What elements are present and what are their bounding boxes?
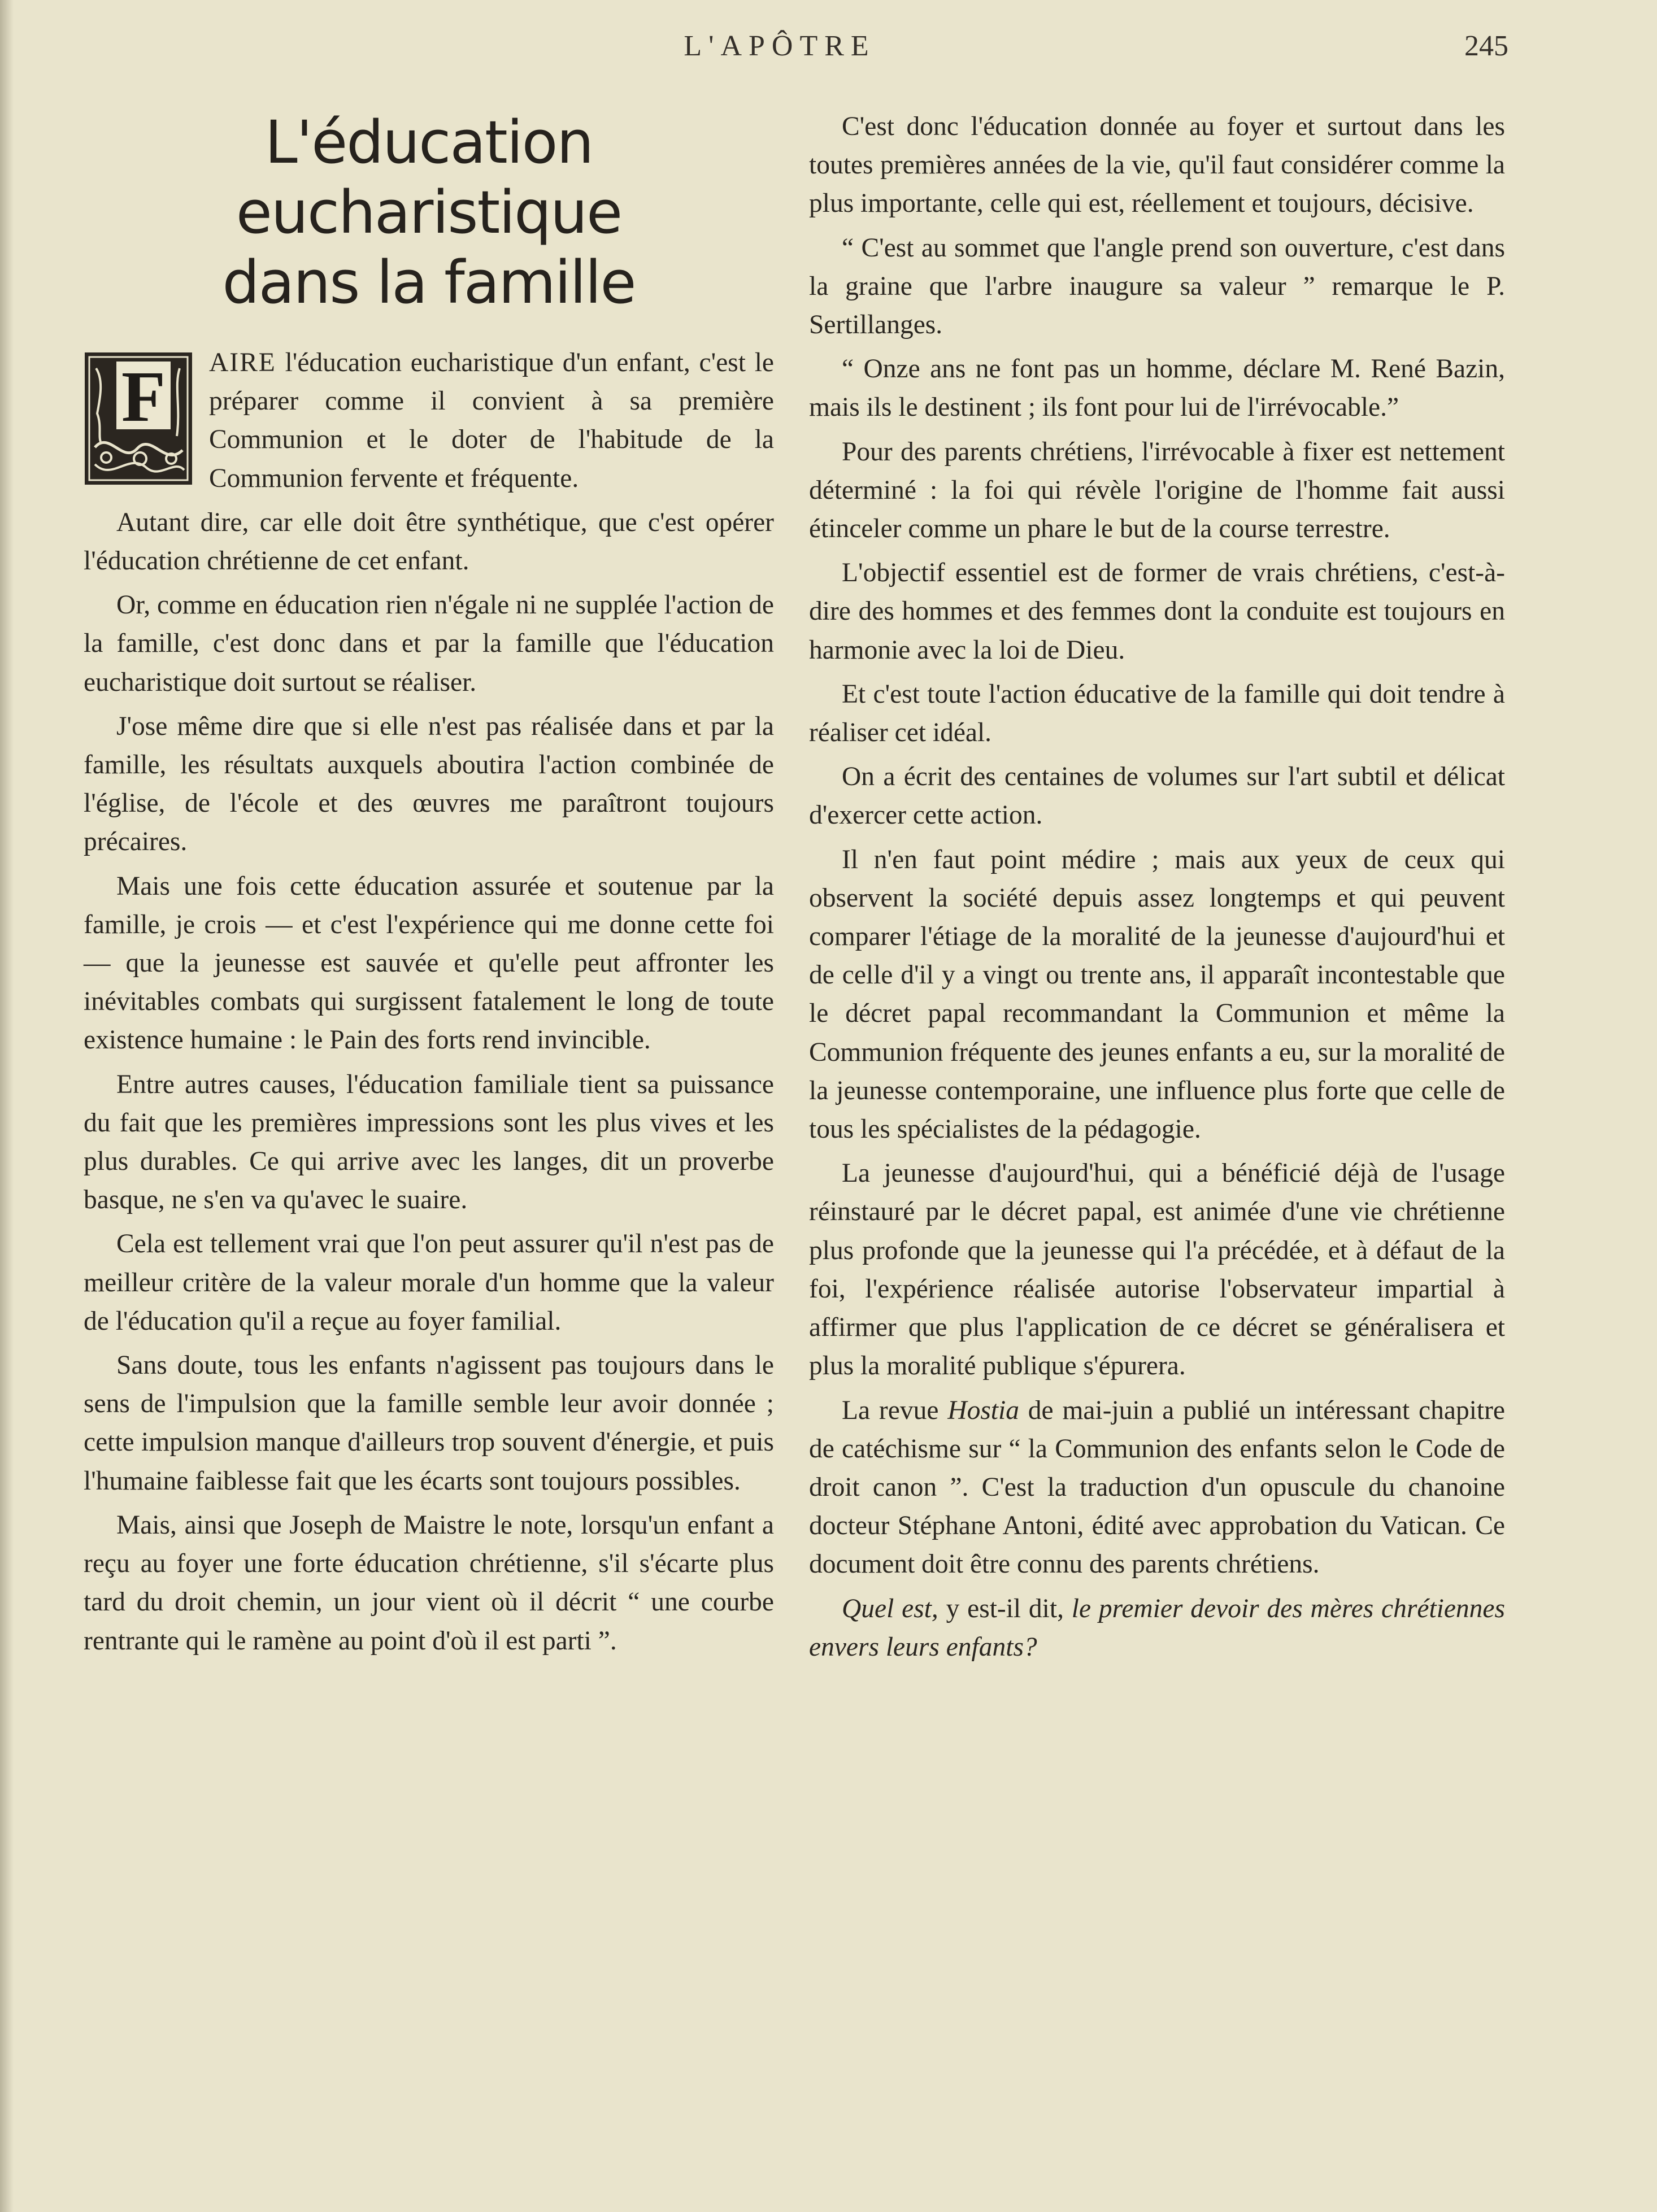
hostia-journal-title: Hostia [947,1395,1019,1425]
left-paragraph: Entre autres causes, l'éducation familiale tient sa puissance du fait que les premières impressions sont les plus vives et les plus durables. Ce qui arrive avec les langes, dit un proverbe basque, ne s'en va qu'avec le suaire. [84,1069,774,1215]
closing-italic-1: Quel est, [842,1593,938,1623]
closing-text: y est-il dit, [938,1593,1072,1623]
page-number: 245 [1464,30,1508,62]
left-column [84,107,774,1666]
left-paragraph: Sans doute, tous les enfants n'agissent pas toujours dans le sens de l'impulsion que la famille semble leur avoir donnée ; cette impulsion manque d'ailleurs trop souvent d'énergie, et puis l'humaine faiblesse fait que les écarts sont toujours possibles. [84,1351,774,1496]
dropcap-letter: F [116,362,171,429]
title-line-2: dans la famille [222,248,636,317]
opening-paragraph [84,343,774,498]
closing-italic-2: le premier devoir des mères chrétiennes envers leurs enfants? [809,1593,1505,1662]
left-paragraph: Autant dire, car elle doit être synthétique, que c'est opérer l'éducation chrétienne de cet enfant. [84,507,774,576]
article-title [84,107,774,317]
right-paragraph: “ Onze ans ne font pas un homme, déclare M. René Bazin, mais ils le destinent ; ils font pour lui de l'irrévocable.” [809,354,1505,423]
right-paragraph: L'objectif essentiel est de former de vrais chrétiens, c'est-à-dire des hommes et des femmes dont la conduite est toujours en harmonie avec la loi de Dieu. [809,558,1505,665]
right-column [809,107,1505,1672]
left-paragraph: Mais une fois cette éducation assurée et soutenue par la famille, je crois — et c'est l'expérience qui me donne cette foi — que la jeunesse est sauvée et qu'elle peut affronter les inévitables combats qui surgissent fatalement le long de toute existence humaine : le Pain des forts rend invincible. [84,871,774,1055]
left-paragraph: Or, comme en éducation rien n'égale ni ne supplée l'action de la famille, c'est donc dans et par la famille que l'éducation eucharistique doit surtout se réaliser. [84,590,775,697]
hostia-text: de mai-juin a publié un intéressant chapitre de catéchisme sur “ la Communion des enfants selon le Code de droit canon ”. C'est la traduction d'un opuscule du chanoine docteur Stéphane Antoni, édité avec approbation du Vatican. Ce document doit être connu des parents chrétiens. [809,1395,1505,1579]
first-word-smallcaps: AIRE [209,348,276,377]
right-paragraph: On a écrit des centaines de volumes sur l'art subtil et délicat d'exercer cette action. [809,762,1505,830]
closing-paragraph [809,1590,1505,1666]
running-title: L'APÔTRE [684,30,876,62]
left-paragraph: Cela est tellement vrai que l'on peut assurer qu'il n'est pas de meilleur critère de la valeur morale d'un homme que la valeur de l'éducation qu'il a reçue au foyer familial. [84,1229,774,1336]
opening-text: l'éducation eucharistique d'un enfant, c'est le préparer comme il convient à sa première Communion et le doter de l'habitude de la Communion fervente et fréquente. [209,348,774,493]
page-edge-shadow [0,0,14,2212]
hostia-lead: La revue [842,1395,948,1425]
hostia-paragraph [809,1391,1505,1584]
left-paragraph: Mais, ainsi que Joseph de Maistre le note, lorsqu'un enfant a reçu au foyer une forte éducation chrétienne, s'il s'écarte plus tard du droit chemin, un jour vient où il décrit “ une courbe rentrante qui le ramène au point d'où il est parti ”. [84,1510,774,1656]
right-paragraph: La jeunesse d'aujourd'hui, qui a bénéficié déjà de l'usage réinstauré par le décret papal, est animée d'une vie chrétienne plus profonde que la jeunesse qui l'a précédée, et à défaut de la foi, l'expérience réalisée autorise l'observateur impartial à affirmer que plus l'application de ce décret se généralisera et plus la moralité publique s'épurera. [809,1159,1505,1381]
right-paragraph: Pour des parents chrétiens, l'irrévocable à fixer est nettement déterminé : la foi qui révèle l'origine de l'homme fait aussi étinceler comme un phare le but de la course terrestre. [809,437,1505,544]
ornamental-dropcap [84,351,193,486]
right-paragraph: Il n'en faut point médire ; mais aux yeux de ceux qui observent la société depuis assez longtemps et qui peuvent comparer l'étiage de la moralité de la jeunesse d'aujourd'hui et de celle d'il y a vingt ou trente ans, il apparaît incontestable que le décret papal recommandant la Communion et même la Communion fréquente des jeunes enfants a eu, sur la moralité de la jeunesse contemporaine, une influence plus forte que celle de tous les spécialistes de la pédagogie. [809,844,1505,1144]
right-paragraph: C'est donc l'éducation donnée au foyer et surtout dans les toutes premières années de la vie, qu'il faut considérer comme la plus importante, celle qui est, réellement et toujours, décisive. [809,112,1505,219]
title-line-1: L'éducation eucharistique [236,108,622,247]
right-paragraph: “ C'est au sommet que l'angle prend son ouverture, c'est dans la graine que l'arbre inaugure sa valeur ” remarque le P. Sertillanges. [809,233,1505,340]
left-paragraph: J'ose même dire que si elle n'est pas réalisée dans et par la famille, les résultats auxquels aboutira l'action combinée de l'église, de l'école et des œuvres me paraîtront toujours précaires. [84,711,774,857]
right-paragraph: Et c'est toute l'action éducative de la famille qui doit tendre à réaliser cet idéal. [809,679,1505,748]
